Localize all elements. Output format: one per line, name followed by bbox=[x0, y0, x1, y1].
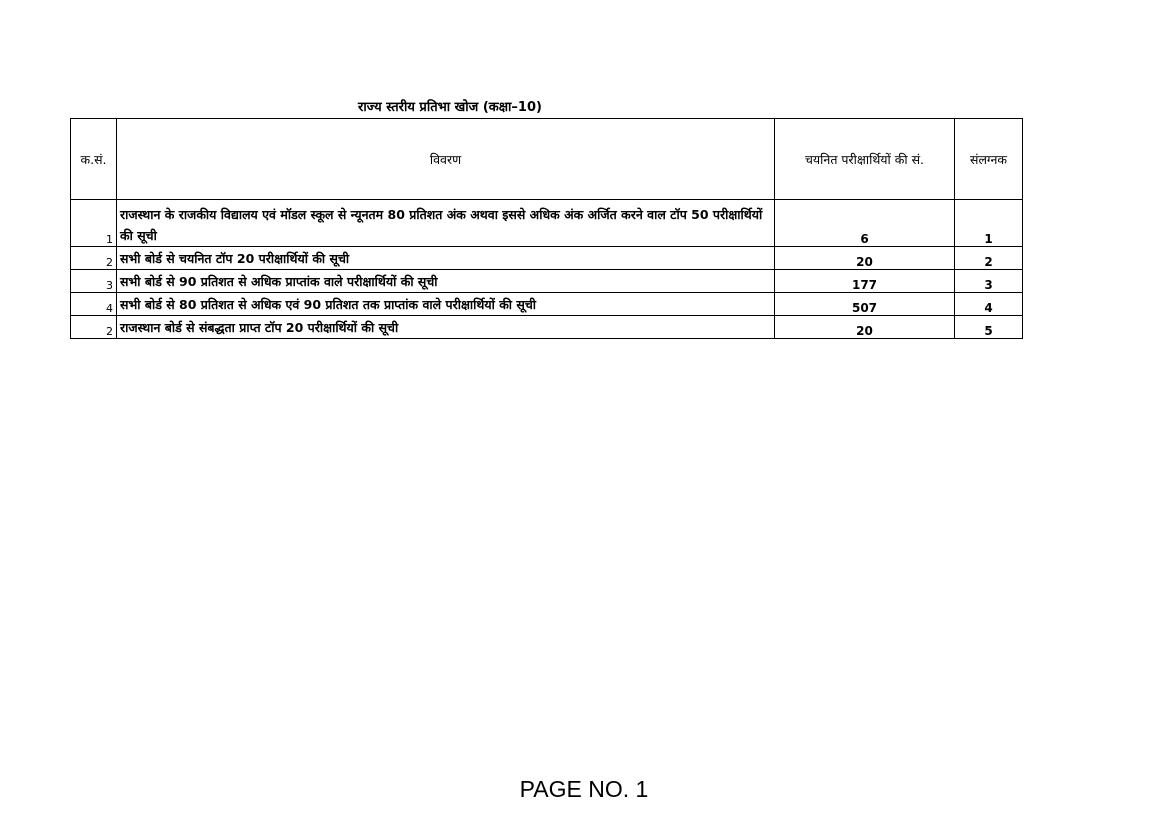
selected-count-cell: 177 bbox=[775, 270, 955, 293]
header-description: विवरण bbox=[117, 119, 775, 200]
table-row bbox=[71, 247, 1023, 270]
header-selected-count: चयनित परीक्षार्थियों की सं. bbox=[775, 119, 955, 200]
table-header-row bbox=[71, 119, 1023, 200]
annexure-cell: 4 bbox=[955, 293, 1023, 316]
selected-count-cell: 6 bbox=[775, 200, 955, 247]
description-cell: सभी बोर्ड से 90 प्रतिशत से अधिक प्राप्तांक वाले परीक्षार्थियों की सूची bbox=[117, 270, 775, 293]
header-annexure: संलग्नक bbox=[955, 119, 1023, 200]
description-cell: सभी बोर्ड से चयनित टॉप 20 परीक्षार्थियों की सूची bbox=[117, 247, 775, 270]
table-row bbox=[71, 316, 1023, 339]
annexure-cell: 5 bbox=[955, 316, 1023, 339]
serial-number-cell: 3 bbox=[71, 270, 117, 293]
serial-number-cell: 1 bbox=[71, 200, 117, 247]
serial-number-cell: 2 bbox=[71, 316, 117, 339]
serial-number-cell: 2 bbox=[71, 247, 117, 270]
selected-count-cell: 20 bbox=[775, 247, 955, 270]
annexure-cell: 3 bbox=[955, 270, 1023, 293]
description-cell: सभी बोर्ड से 80 प्रतिशत से अधिक एवं 90 प्रतिशत तक प्राप्तांक वाले परीक्षार्थियों की सूची bbox=[117, 293, 775, 316]
description-cell: राजस्थान के राजकीय विद्यालय एवं मॉडल स्कूल से न्यूनतम 80 प्रतिशत अंक अथवा इससे अधिक अंक अर्जित करने वाल टॉप 50 परीक्षार्थियों की सूची bbox=[117, 200, 775, 247]
description-cell: राजस्थान बोर्ड से संबद्धता प्राप्त टॉप 20 परीक्षार्थियों की सूची bbox=[117, 316, 775, 339]
header-serial-number: क.सं. bbox=[71, 119, 117, 200]
annexure-cell: 1 bbox=[955, 200, 1023, 247]
serial-number-cell: 4 bbox=[71, 293, 117, 316]
talent-search-table bbox=[70, 118, 1023, 339]
selected-count-cell: 507 bbox=[775, 293, 955, 316]
annexure-cell: 2 bbox=[955, 247, 1023, 270]
document-title: राज्य स्तरीय प्रतिभा खोज (कक्षा–10) bbox=[358, 100, 542, 115]
table-row bbox=[71, 293, 1023, 316]
table-row bbox=[71, 200, 1023, 247]
page-number: PAGE NO. 1 bbox=[519, 776, 649, 802]
selected-count-cell: 20 bbox=[775, 316, 955, 339]
table-row bbox=[71, 270, 1023, 293]
